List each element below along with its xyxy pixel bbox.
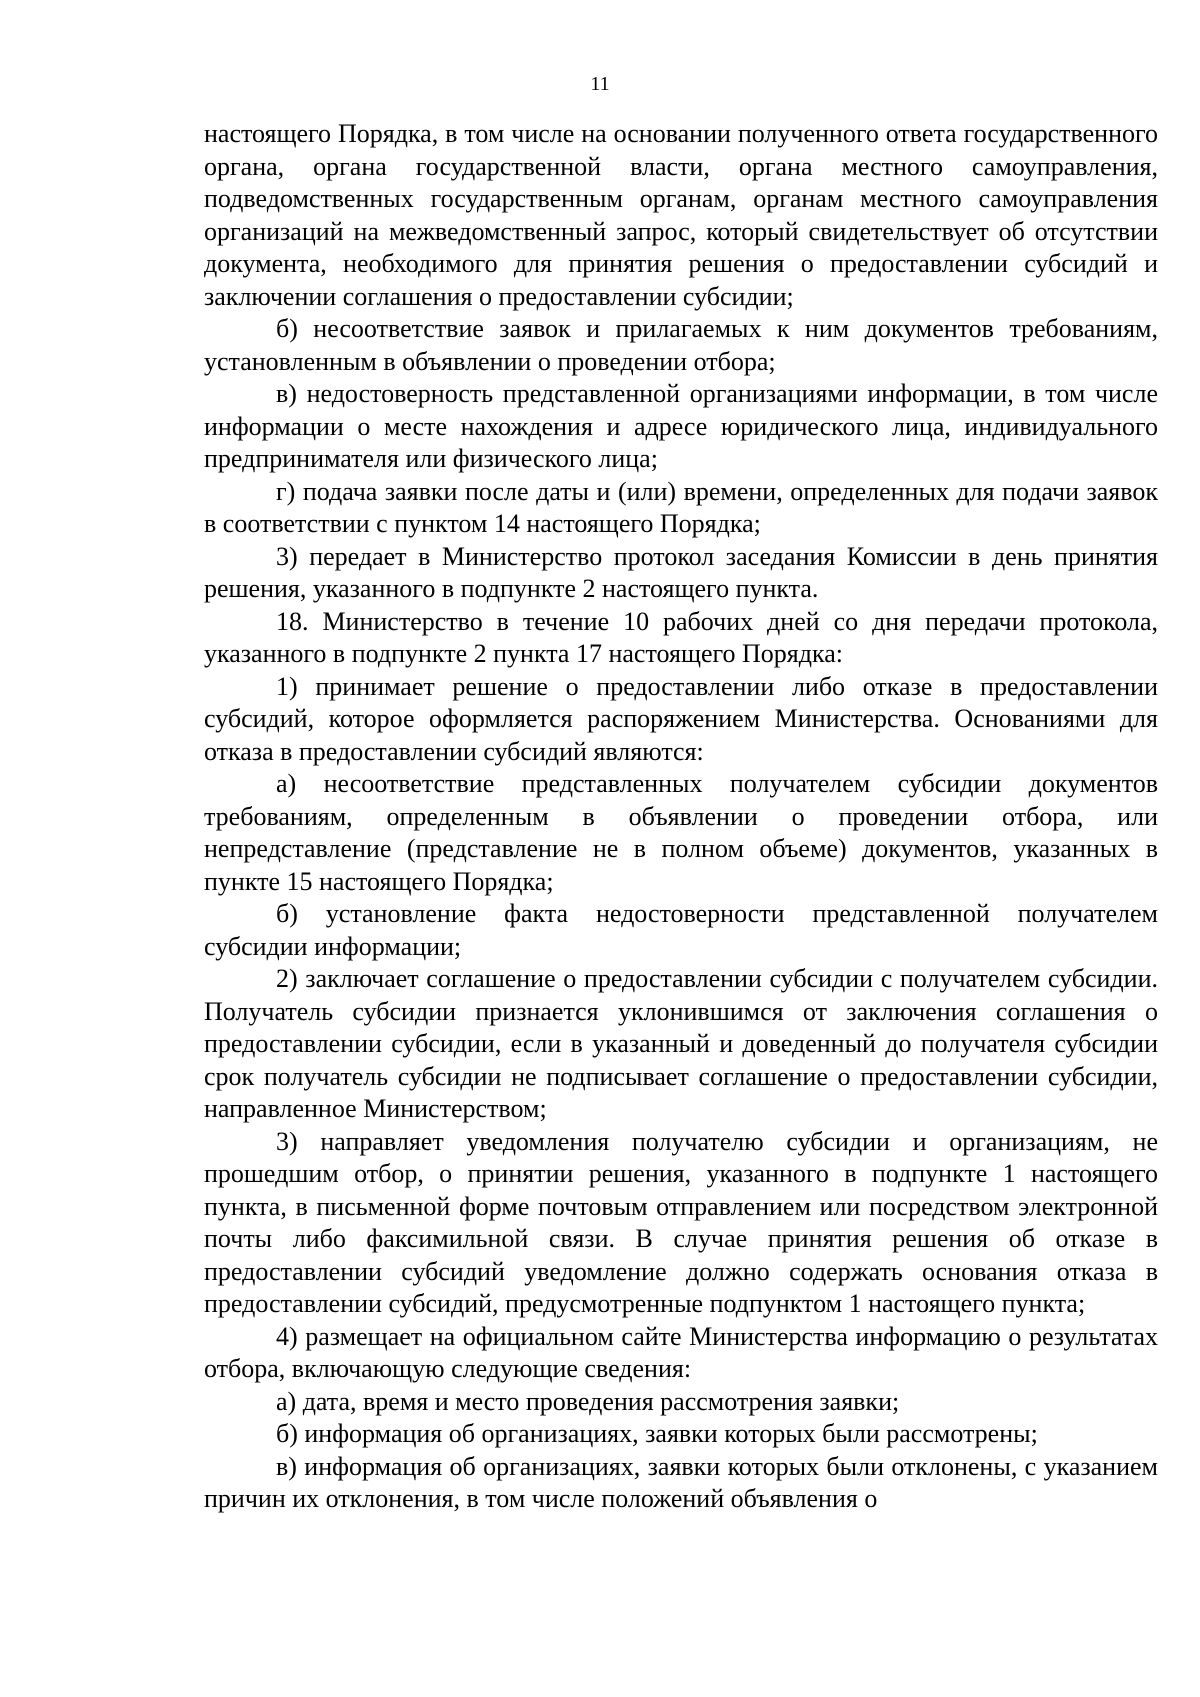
paragraph-continuation: настоящего Порядка, в том числе на основании полученного ответа государственного органа, органа государственной власти, органа местного самоуправления, подведомственных государственным органам, органам местного самоуправления организаций на межведомственный запрос, который свидетельствует об отсутствии документа, необходимого для принятия решения о предоставлении субсидий и заключении соглашения о предоставлении субсидии; bbox=[204, 119, 1158, 311]
paragraph-item-v-rejected: в) информация об организациях, заявки которых были отклонены, с указанием причин их отклонения, в том числе положений объявления о bbox=[204, 1451, 1158, 1513]
paragraph-subitem-4-publication: 4) размещает на официальном сайте Министерства информацию о результатах отбора, включающую следующие сведения: bbox=[204, 1321, 1158, 1383]
paragraph-subitem-3-protocol: 3) передает в Министерство протокол заседания Комиссии в день принятия решения, указанного в подпункте 2 настоящего пункта. bbox=[204, 541, 1158, 603]
paragraph-item-a-date-time: а) дата, время и место проведения рассмотрения заявки; bbox=[276, 1386, 900, 1416]
document-body bbox=[204, 118, 1158, 1516]
paragraph-item-b-mismatch: б) несоответствие заявок и прилагаемых к ним документов требованиям, установленным в объявлении о проведении отбора; bbox=[204, 314, 1158, 376]
paragraph-section-18: 18. Министерство в течение 10 рабочих дней со дня передачи протокола, указанного в подпункте 2 пункта 17 настоящего Порядка: bbox=[204, 606, 1158, 668]
paragraph-item-b-reviewed: б) информация об организациях, заявки которых были рассмотрены; bbox=[276, 1419, 1038, 1448]
paragraph-subitem-1-decision: 1) принимает решение о предоставлении либо отказе в предоставлении субсидий, которое оформляется распоряжением Министерства. Основаниями для отказа в предоставлении субсидий являются: bbox=[204, 671, 1158, 766]
paragraph-item-b-false-info: б) установление факта недостоверности представленной получателем субсидии информации; bbox=[204, 899, 1158, 961]
paragraph-item-a-noncompliance: а) несоответствие представленных получателем субсидии документов требованиям, определенным в объявлении о проведении отбора, или непредставление (представление не в полном объеме) документов, указанных в пункте 15 настоящего Порядка; bbox=[204, 769, 1158, 896]
page-number: 11 bbox=[590, 73, 610, 95]
paragraph-subitem-2-agreement: 2) заключает соглашение о предоставлении субсидии с получателем субсидии. Получатель субсидии признается уклонившимся от заключения соглашения о предоставлении субсидии, если в указанный и доведенный до получателя субсидии срок получатель субсидии не подписывает соглашение о предоставлении субсидии, направленное Министерством; bbox=[204, 964, 1158, 1123]
paragraph-item-g-late-submission: г) подача заявки после даты и (или) времени, определенных для подачи заявок в соответствии с пунктом 14 настоящего Порядка; bbox=[204, 476, 1158, 538]
paragraph-subitem-3-notification: 3) направляет уведомления получателю субсидии и организациям, не прошедшим отбор, о принятии решения, указанного в подпункте 1 настоящего пункта, в письменной форме почтовым отправлением или посредством электронной почты либо факсимильной связи. В случае принятия решения об отказе в предоставлении субсидий уведомление должно содержать основания отказа в предоставлении субсидий, предусмотренные подпунктом 1 настоящего пункта; bbox=[204, 1126, 1158, 1318]
paragraph-item-v-unreliability: в) недостоверность представленной организациями информации, в том числе информации о месте нахождения и адресе юридического лица, индивидуального предпринимателя или физического лица; bbox=[204, 379, 1158, 473]
